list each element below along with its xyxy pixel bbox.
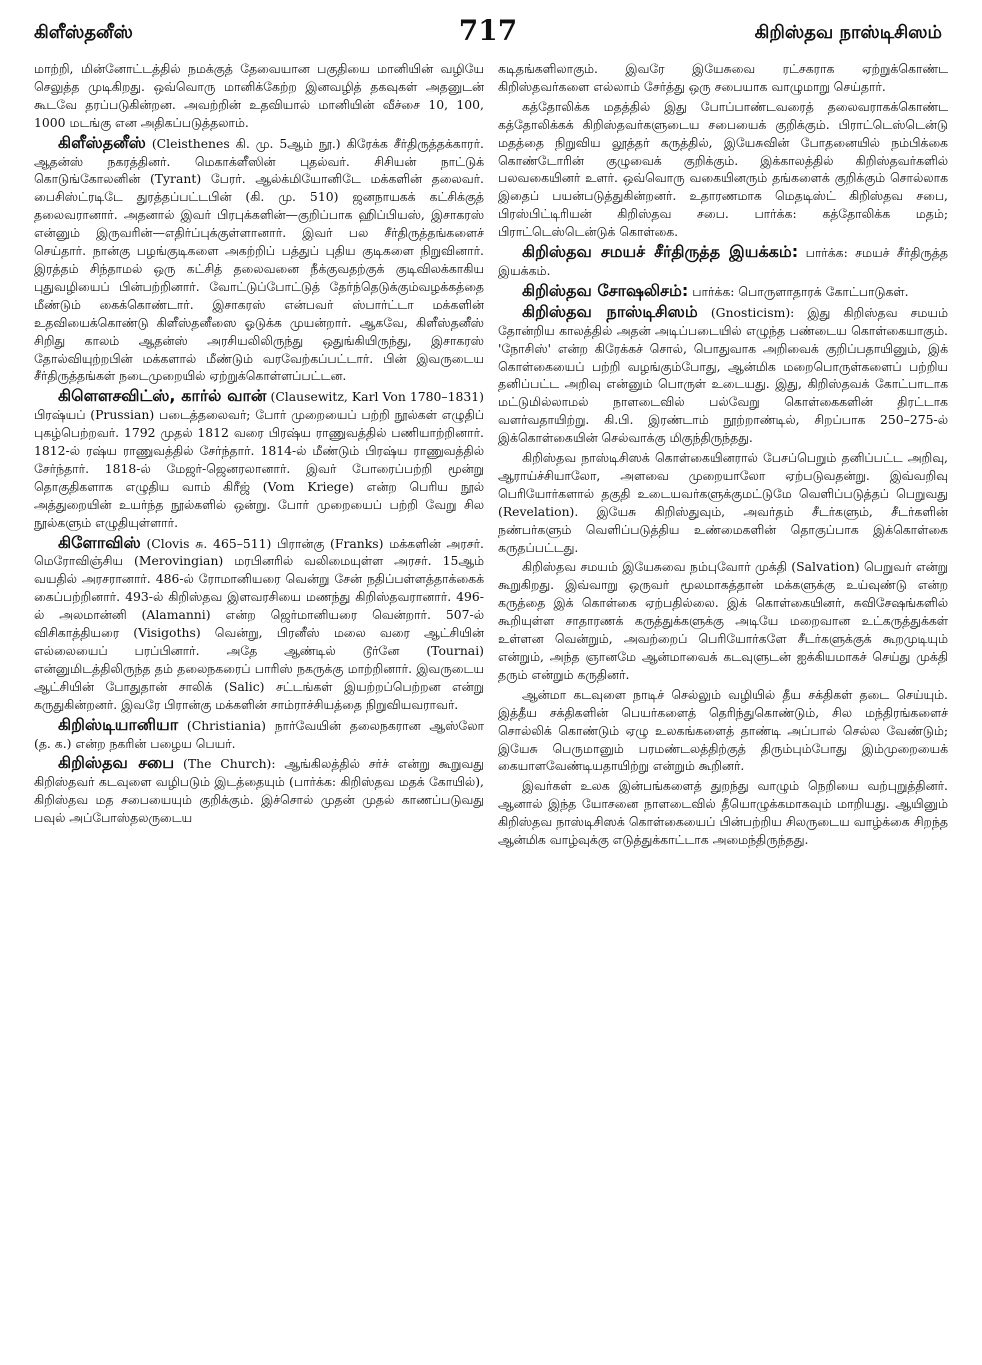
encyclopedia-entry (498, 282, 948, 301)
encyclopedia-entry (34, 754, 484, 827)
entry-body: (Cleisthenes கி. மு. 5ஆம் நூ.) கிரேக்க சீர்திருத்தக்காரர். ஆதன்ஸ் நகரத்தினர். மெகாக்ளீஸின் புதல்வர். சிசியன் நாட்டுக் கொடுங்கோலனின் (Tyrant) பேரர். ஆல்க்மியோனிடே மக்களின் தலைவர். பைசிஸ்ட்ரடிடே துரத்தப்பட்டபின் (கி. மு. 510) ஜனநாயகக் கட்சிக்குத் தலைவரானார். அதனால் இவர் பிரபுக்களின்—குறிப்பாக ஹிப்பியஸ், இசாகரஸ் என்னும் இருவரின்—எதிர்ப்புக்குள்ளானார். இவர் பல சீர்திருத்தங்களைச் செய்தார். நான்கு பழங்குடிகளை அகற்றிப் பத்துப் புதிய குடிகளை நிறுவினார். இரத்தம் சிந்தாமல் ஒரு கட்சித் தலைவனை நீக்குவதற்குக் குடிவிலக்காகிய புதுவழியைப் பின்பற்றினார். வோட்டுப்போட்டுத் தேர்ந்தெடுக்கும்வழக்கத்தை மீண்டும் கைக்கொண்டார். இசாகரஸ் என்பவர் ஸ்பார்ட்டா மக்களின் உதவியைக்கொண்டு கிளீஸ்தனீஸை ஓடுக்க முயன்றார். ஆகவே, கிளீஸ்தனீஸ் சிறிது காலம் ஆதன்ஸ் அரசியலிலிருந்து ஒதுங்கியிருந்து, இசாகரஸ் தோல்வியுற்றபின் மக்களால் மீண்டும் வரவேற்கப்பட்டார். பின் இவருடைய சீர்திருத்தங்கள் நடைமுறையில் ஏற்றுக்கொள்ளப்பட்டன. (34, 135, 484, 384)
entry-headword: கிளீஸ்தனீஸ் (58, 132, 146, 152)
entry-headword: கிறிஸ்டியானியா (58, 714, 179, 734)
entry-headword: கிளௌசவிட்ஸ், கார்ல் வான் (58, 386, 267, 406)
entry-body: ஆன்மா கடவுளை நாடிச் செல்லும் வழியில் தீய சக்திகள் தடை செய்யும். இத்தீய சக்திகளின் பெயர்களைத் தெரிந்துகொண்டும், சில மந்திரங்களைச் சொல்லிக் கொண்டும் ஏழு உலகங்களைத் தாண்டி அப்பால் செல்ல வேண்டும்; இயேசு பெருமானும் பரமண்டலத்திற்குத் திரும்பும்போது இம்முறையைக் கையாளவேண்டியதாயிற்று என்றும் கூறினர். (498, 686, 948, 774)
entry-body: கடிதங்களிலாகும். இவரே இயேசுவை ரட்சகராக ஏற்றுக்கொண்ட கிறிஸ்தவர்களை எல்லாம் சேர்த்து ஒரு சபையாக வாழுமாறு செய்தார். (498, 61, 948, 94)
entry-body: இவர்கள் உலக இன்பங்களைத் துறந்து வாழும் நெறியை வற்புறுத்தினர். ஆனால் இந்த யோசனை நாளடைவில் தீயொழுக்கமாகவும் மாறியது. ஆயினும் கிறிஸ்தவ நாஸ்டிசிஸக் கொள்கையைப் பின்பற்றிய சிலருடைய வாழ்க்கை சிறந்த ஆன்மிக வாழ்வுக்கு எடுத்துக்காட்டாக அமைந்திருந்தது. (498, 778, 948, 848)
entry-body: கிறிஸ்தவ சமயம் இயேசுவை நம்புவோர் முக்தி (Salvation) பெறுவர் என்று கூறுகிறது. இவ்வாறு ஒருவர் மூலமாகத்தான் மக்களுக்கு உய்வுண்டு என்ற கருத்தை இக் கொள்கை ஏற்பதில்லை. இக் கொள்கையினர், சுவிசேஷங்களில் கூறியுள்ள சாதாரணக் கருத்துக்களுக்கு அடியே மறைவான உட்கருத்துக்கள் உள்ளன வென்றும், அவற்றைப் பெரியோர்களே சீடர்களுக்குக் கூறமுடியும் என்றும், அந்த ஞானமே ஆன்மாவைக் கடவுளுடன் ஐக்கியமாகச் செய்து முக்தி தரும் என்றும் கருதினர். (498, 559, 948, 682)
paragraph (498, 558, 948, 683)
paragraph (498, 449, 948, 556)
entry-body: கிறிஸ்தவ நாஸ்டிசிஸக் கொள்கையினரால் பேசப்பெறும் தனிப்பட்ட அறிவு, ஆராய்ச்சியாலோ, அளவை முறையாலோ ஏற்படுவதன்று. இவ்வறிவு பெரியோர்களால் தகுதி உடையவர்களுக்குமட்டுமே வெளிப்படுத்தப் பெறுவது (Revelation). இயேசு கிறிஸ்துவும், அவர்தம் சீடர்களும், சீடர்களின் நண்பர்களும் வெளிப்படுத்திய உண்மைகளின் தொகுப்பாக இக்கொள்கை கருதப்பட்டது. (498, 450, 948, 555)
paragraph (498, 98, 948, 241)
entry-body: (Clausewitz, Karl Von 1780–1831) பிரஷ்யப் (Prussian) படைத்தலைவர்; போர் முறையைப் பற்றி நூல்கள் எழுதிப் புகழ்பெற்றவர். 1792 முதல் 1812 வரை பிரஷ்ய ராணுவத்தில் பணியாற்றினார். 1812-ல் ரஷ்ய ராணுவத்தில் சேர்ந்தார். 1814-ல் மீண்டும் பிரஷ்ய ராணுவத்தில் சேர்ந்தார். 1818-ல் மேஜர்-ஜெனரலானார். இவர் போரைப்பற்றி மூன்று தொகுதிகளாக எழுதிய வாம் கிரீஜ் (Vom Kriege) என்ற பெரிய நூல் அத்துறையின் உயர்ந்த நூல்களில் ஒன்று. போர் முறையைப் பற்றி வேறு சில நூல்களும் எழுதியுள்ளார். (34, 389, 484, 530)
entry-body: பார்க்க: சமயச் சீர்திருத்த இயக்கம். (498, 245, 948, 278)
right-column (498, 60, 948, 1355)
paragraph (498, 777, 948, 849)
entry-headword: கிளோவிஸ் (58, 532, 141, 552)
paragraph (34, 60, 484, 132)
running-head-left: கிளீஸ்தனீஸ் (34, 22, 133, 43)
page-number: 717 (458, 14, 518, 47)
encyclopedia-entry (34, 134, 484, 386)
entry-body: மாற்றி, மின்னோட்டத்தில் நமக்குத் தேவையான பகுதியை மானியின் வழியே செலுத்த முடிகிறது. ஒவ்வொரு மானிக்கேற்ற இனவழித் தகவுகள் அதனுடன் கூடவே தரப்படுகின்றன. அவற்றின் உதவியால் மானியின் வீச்சை 10, 100, 1000 மடங்கு என அதிகப்படுத்தலாம். (34, 61, 484, 130)
encyclopedia-entry (34, 716, 484, 753)
running-head-right: கிறிஸ்தவ நாஸ்டிசிஸம் (754, 22, 942, 43)
entry-headword: கிறிஸ்தவ சமயச் சீர்திருத்த இயக்கம்: (522, 242, 799, 262)
entry-body: (Gnosticism): இது கிறிஸ்தவ சமயம் தோன்றிய காலத்தில் அதன் அடிப்படையில் எழுந்த பண்டைய கொள்கையாகும். 'நோசிஸ்' என்ற கிரேக்கச் சொல், பொதுவாக அறிவைக் குறிப்பதாயினும், இக் கொள்கையைப் பற்றி வழங்கும்போது, ஆன்மிக மறைபொருள்களைப் பற்றிய தனிப்பட்ட அறிவு என்னும் பொருள் உடையது. இது, கிறிஸ்தவக் கோட்பாடாக மட்டுமில்லாமல் நாளடைவில் பல்வேறு கொள்கைகளின் திரட்டாக வளர்வதாயிற்று. கி.பி. இரண்டாம் நூற்றாண்டில், சிறப்பாக 250–275-ல் இக்கொள்கையின் செல்வாக்கு மிகுந்திருந்தது. (498, 304, 948, 446)
entry-body: பார்க்க: பொருளாதாரக் கோட்பாடுகள். (692, 283, 909, 299)
page-header (34, 14, 942, 54)
entry-body: (Clovis சு. 465–511) பிரான்கு (Franks) மக்களின் அரசர். மெரோவிஞ்சிய (Merovingian) மரபினரில் வலிமையுள்ள அரசர். 15ஆம் வயதில் அரசரானார். 486-ல் ரோமானியரை வென்று சேன் நதிப்பள்ளத்தாக்கைக் கைப்பற்றினார். 493-ல் கிறிஸ்தவ இளவரசியை மணந்து கிறிஸ்தவரானார். 496-ல் அலமான்னி (Alamanni) என்ற ஜெர்மானியரை வென்றார். 507-ல் விசிகாத்தியரை (Visigoths) வென்று, பிரனீஸ் மலை வரை ஆட்சியின் எல்லையைப் பரப்பினார். அதே ஆண்டில் டூர்னே (Tournai) என்னுமிடத்திலிருந்த தம் தலைநகரைப் பாரிஸ் நகருக்கு மாற்றினார். இவருடைய ஆட்சியின் போதுதான் சாலிக் (Salic) சட்டங்கள் இயற்றப்பெற்றன என்று கருதுகின்றனர். இவரே பிரான்கு மக்களின் சாம்ராச்சியத்தை நிறுவியவராவர். (34, 535, 484, 712)
entry-headword: கிறிஸ்தவ சோஷலிசம்: (522, 280, 689, 300)
paragraph (498, 686, 948, 776)
entry-body: (Christiania) நார்வேயின் தலைநகரான ஆஸ்லோ (த. க.) என்ற நகரின் பழைய பெயர். (34, 717, 484, 751)
encyclopedia-entry (34, 387, 484, 531)
encyclopedia-entry (498, 303, 948, 447)
encyclopedia-entry (498, 243, 948, 280)
encyclopedia-entry (34, 534, 484, 714)
entry-headword: கிறிஸ்தவ சபை (58, 753, 175, 773)
entry-body: கத்தோலிக்க மதத்தில் இது போப்பாண்டவரைத் தலைவராகக்கொண்ட கத்தோலிக்கக் கிறிஸ்தவர்களுடைய சபையைக் குறிக்கும். பிராட்டெஸ்டென்டு மதத்தை நிறுவிய லூத்தர் கருத்தில், இயேசுவின் போதனையில் நம்பிக்கை கொண்டோரின் குழுவைக் குறிக்கும். இக்காலத்தில் கிறிஸ்தவர்களில் பலவகையினர் உளர். ஒவ்வொரு வகையினரும் தங்களைக் குறிக்கும் சொல்லாக இதைப் பயன்படுத்துகின்றனர். உதாரணமாக மெதடிஸ்ட் கிறிஸ்தவ சபை, பிரஸ்பிட்டிரியன் கிறிஸ்தவ சபை. பார்க்க: கத்தோலிக்க மதம்; பிராட்டெஸ்டென்டுக் கொள்கை. (498, 98, 948, 240)
entry-body: (The Church): ஆங்கிலத்தில் சர்ச் என்று கூறுவது கிறிஸ்தவர் கடவுளை வழிபடும் இடத்தையும் (பார்க்க: கிறிஸ்தவ மதக் கோயில்), கிறிஸ்தவ மத சபையையும் குறிக்கும். இச்சொல் முதன் முதல் காணப்படுவது பவுல் அப்போஸ்தலருடைய (34, 756, 484, 826)
entry-headword: கிறிஸ்தவ நாஸ்டிசிஸம் (522, 301, 698, 321)
left-column (34, 60, 484, 1355)
paragraph (498, 60, 948, 96)
